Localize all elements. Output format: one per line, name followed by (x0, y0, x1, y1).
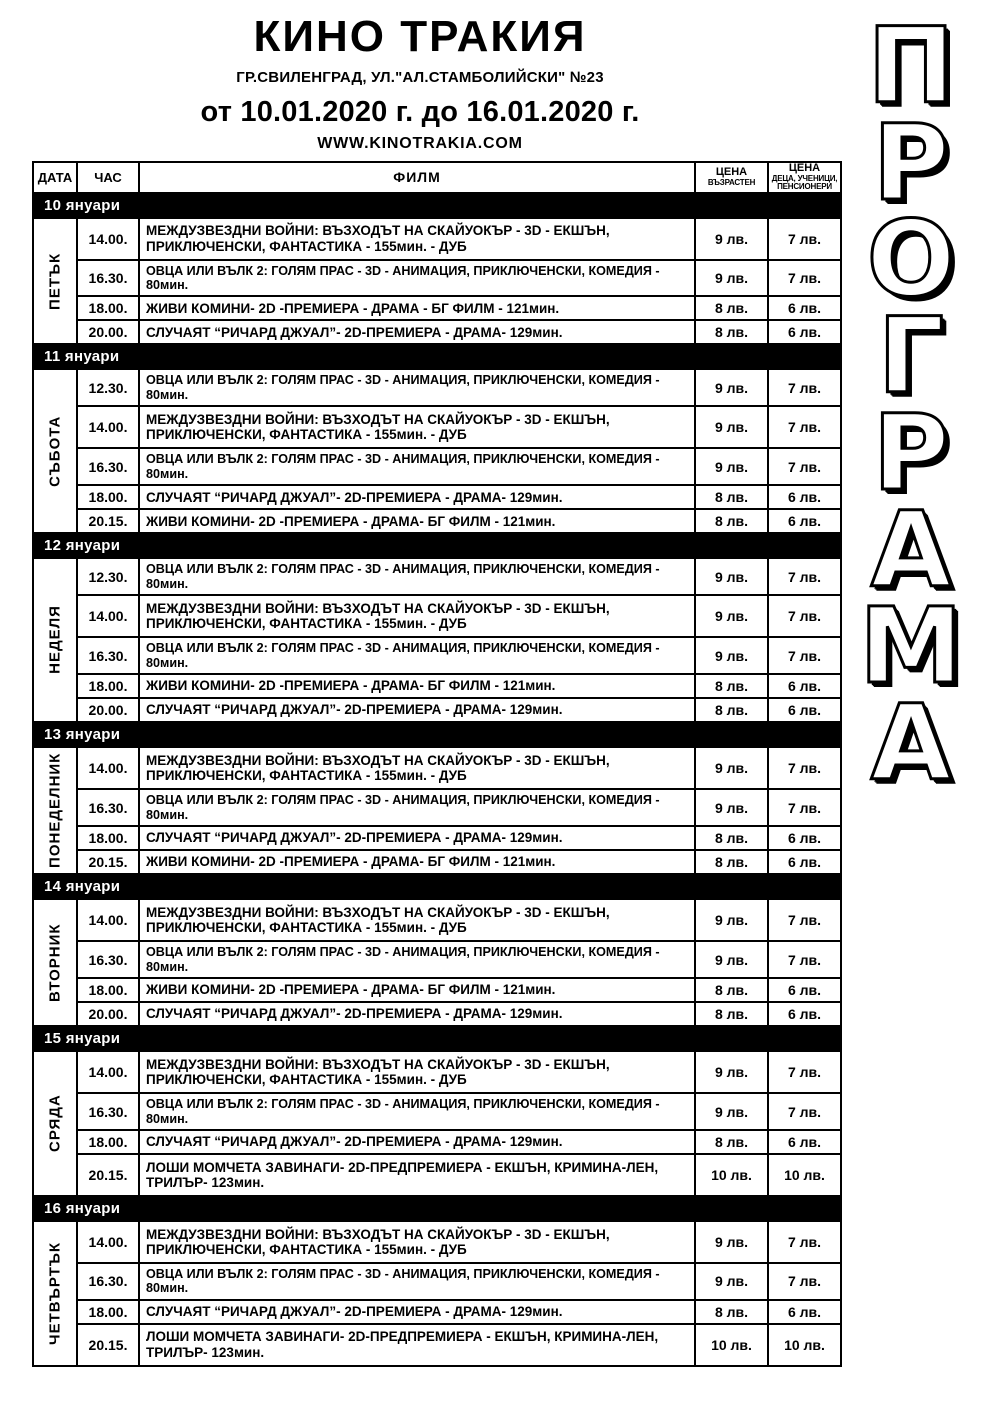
price-adult-cell: 8 лв. (695, 1002, 768, 1026)
showtime-cell: 14.00. (77, 1051, 139, 1093)
day-bar-row (33, 722, 841, 747)
table-row (33, 406, 841, 448)
price-reduced-cell: 7 лв. (768, 637, 841, 674)
price-adult-cell: 9 лв. (695, 1221, 768, 1263)
showtime-cell: 14.00. (77, 899, 139, 941)
day-date-label: 11 януари (44, 348, 120, 366)
film-title-cell: ОВЦА ИЛИ ВЪЛК 2: ГОЛЯМ ПРАС - 3D - АНИМАЦИЯ, ПРИКЛЮЧЕНСКИ, КОМЕДИЯ - 80мин. (139, 260, 695, 297)
date-range: от 10.01.2020 г. до 16.01.2020 г. (200, 96, 640, 129)
vertical-letter: Р (872, 101, 950, 224)
price-reduced-cell: 6 лв. (768, 674, 841, 698)
film-title-cell: ОВЦА ИЛИ ВЪЛК 2: ГОЛЯМ ПРАС - 3D - АНИМАЦИЯ, ПРИКЛЮЧЕНСКИ, КОМЕДИЯ - 80мин. (139, 369, 695, 406)
price-reduced-cell: 6 лв. (768, 978, 841, 1002)
price-reduced-cell: 6 лв. (768, 296, 841, 320)
day-date-label: 14 януари (44, 878, 121, 896)
vertical-letter: А (870, 488, 952, 611)
day-name-cell: ПЕТЪК (33, 218, 77, 345)
price-adult-cell: 8 лв. (695, 826, 768, 850)
price-reduced-cell: 7 лв. (768, 218, 841, 260)
day-name-cell: СЪБОТА (33, 369, 77, 533)
price-adult-cell: 8 лв. (695, 698, 768, 722)
price-reduced-cell: 6 лв. (768, 1300, 841, 1324)
price-reduced-cell: 7 лв. (768, 899, 841, 941)
film-title-cell: ЖИВИ КОМИНИ- 2D -ПРЕМИЕРА - ДРАМА- БГ ФИЛМ - 121мин. (139, 509, 695, 533)
table-row (33, 448, 841, 485)
table-row (33, 1263, 841, 1300)
price-reduced-cell: 6 лв. (768, 1130, 841, 1154)
price-adult-cell: 8 лв. (695, 320, 768, 344)
table-head (33, 162, 841, 192)
film-title-cell: ОВЦА ИЛИ ВЪЛК 2: ГОЛЯМ ПРАС - 3D - АНИМАЦИЯ, ПРИКЛЮЧЕНСКИ, КОМЕДИЯ - 80мин. (139, 1263, 695, 1300)
day-bar (33, 1196, 841, 1221)
price-reduced-cell: 7 лв. (768, 789, 841, 826)
price-reduced-cell: 7 лв. (768, 1221, 841, 1263)
price-adult-cell: 9 лв. (695, 899, 768, 941)
table-row (33, 1002, 841, 1026)
table-row (33, 674, 841, 698)
showtime-cell: 16.30. (77, 448, 139, 485)
film-title-cell: ОВЦА ИЛИ ВЪЛК 2: ГОЛЯМ ПРАС - 3D - АНИМАЦИЯ, ПРИКЛЮЧЕНСКИ, КОМЕДИЯ - 80мин. (139, 1093, 695, 1130)
table-row (33, 1051, 841, 1093)
day-date-label: 12 януари (44, 537, 121, 555)
showtime-cell: 18.00. (77, 1300, 139, 1324)
table-row (33, 698, 841, 722)
vertical-letter: О (866, 198, 956, 321)
price-adult-cell: 8 лв. (695, 1300, 768, 1324)
table-row (33, 826, 841, 850)
table-row (33, 1300, 841, 1324)
showtime-cell: 20.15. (77, 850, 139, 874)
table-row (33, 320, 841, 344)
film-title-cell: ОВЦА ИЛИ ВЪЛК 2: ГОЛЯМ ПРАС - 3D - АНИМАЦИЯ, ПРИКЛЮЧЕНСКИ, КОМЕДИЯ - 80мин. (139, 448, 695, 485)
price-adult-cell: 10 лв. (695, 1154, 768, 1196)
day-name-cell: ЧЕТВЪРТЪК (33, 1221, 77, 1366)
film-title-cell: ЖИВИ КОМИНИ- 2D -ПРЕМИЕРА - ДРАМА - БГ ФИЛМ - 121мин. (139, 296, 695, 320)
film-title-cell: ОВЦА ИЛИ ВЪЛК 2: ГОЛЯМ ПРАС - 3D - АНИМАЦИЯ, ПРИКЛЮЧЕНСКИ, КОМЕДИЯ - 80мин. (139, 941, 695, 978)
header-price-adult-line1: ЦЕНА (715, 166, 748, 179)
price-adult-cell: 9 лв. (695, 595, 768, 637)
price-adult-cell: 9 лв. (695, 448, 768, 485)
header-price-reduced (768, 162, 841, 192)
price-adult-cell: 8 лв. (695, 485, 768, 509)
table-row (33, 1324, 841, 1366)
showtime-cell: 20.00. (77, 320, 139, 344)
vertical-programa-word (836, 5, 986, 805)
film-title-cell: МЕЖДУЗВЕЗДНИ ВОЙНИ: ВЪЗХОДЪТ НА СКАЙУОКЪР - 3D - ЕКШЪН, ПРИКЛЮЧЕНСКИ, ФАНТАСТИКА - 155мин. - ДУБ (139, 595, 695, 637)
table-row (33, 1221, 841, 1263)
price-adult-cell: 8 лв. (695, 978, 768, 1002)
price-reduced-cell: 7 лв. (768, 260, 841, 297)
day-bar-row (33, 1026, 841, 1051)
price-reduced-cell: 6 лв. (768, 320, 841, 344)
film-title-cell: ЖИВИ КОМИНИ- 2D -ПРЕМИЕРА - ДРАМА- БГ ФИЛМ - 121мин. (139, 978, 695, 1002)
showtime-cell: 16.30. (77, 1093, 139, 1130)
price-adult-cell: 8 лв. (695, 296, 768, 320)
showtime-cell: 20.15. (77, 509, 139, 533)
vertical-letter: Г (877, 295, 945, 418)
day-name-cell: НЕДЕЛЯ (33, 558, 77, 722)
price-reduced-cell: 6 лв. (768, 1002, 841, 1026)
day-name-cell: СРЯДА (33, 1051, 77, 1196)
showtime-cell: 12.30. (77, 369, 139, 406)
day-bar-row (33, 1196, 841, 1221)
table-row (33, 1130, 841, 1154)
table-row (33, 899, 841, 941)
price-adult-cell: 9 лв. (695, 369, 768, 406)
header-price-reduced-line1: ЦЕНА (788, 162, 821, 175)
price-adult-cell: 8 лв. (695, 674, 768, 698)
price-reduced-cell: 7 лв. (768, 558, 841, 595)
film-title-cell: ЖИВИ КОМИНИ- 2D -ПРЕМИЕРА - ДРАМА- БГ ФИЛМ - 121мин. (139, 674, 695, 698)
showtime-cell: 18.00. (77, 826, 139, 850)
price-reduced-cell: 7 лв. (768, 595, 841, 637)
poster-header (0, 0, 840, 153)
day-bar-row (33, 874, 841, 899)
showtime-cell: 18.00. (77, 485, 139, 509)
film-title-cell: СЛУЧАЯТ “РИЧАРД ДЖУАЛ”- 2D-ПРЕМИЕРА - ДРАМА- 129мин. (139, 1130, 695, 1154)
day-bar (33, 344, 841, 369)
film-title-cell: МЕЖДУЗВЕЗДНИ ВОЙНИ: ВЪЗХОДЪТ НА СКАЙУОКЪР - 3D - ЕКШЪН, ПРИКЛЮЧЕНСКИ, ФАНТАСТИКА - 155мин. - ДУБ (139, 406, 695, 448)
day-bar (33, 722, 841, 747)
website-url: WWW.KINOTRAKIA.COM (317, 135, 523, 153)
film-title-cell: СЛУЧАЯТ “РИЧАРД ДЖУАЛ”- 2D-ПРЕМИЕРА - ДРАМА- 129мин. (139, 320, 695, 344)
header-date: ДАТА (33, 162, 77, 192)
price-reduced-cell: 7 лв. (768, 747, 841, 789)
day-bar-row (33, 344, 841, 369)
price-adult-cell: 8 лв. (695, 850, 768, 874)
price-reduced-cell: 10 лв. (768, 1324, 841, 1366)
film-title-cell: ОВЦА ИЛИ ВЪЛК 2: ГОЛЯМ ПРАС - 3D - АНИМАЦИЯ, ПРИКЛЮЧЕНСКИ, КОМЕДИЯ - 80мин. (139, 558, 695, 595)
day-date-label: 16 януари (44, 1200, 121, 1218)
price-reduced-cell: 7 лв. (768, 1263, 841, 1300)
day-bar (33, 533, 841, 558)
day-date-label: 15 януари (44, 1030, 121, 1048)
film-title-cell: ЖИВИ КОМИНИ- 2D -ПРЕМИЕРА - ДРАМА- БГ ФИЛМ - 121мин. (139, 850, 695, 874)
showtime-cell: 14.00. (77, 595, 139, 637)
table-row (33, 218, 841, 260)
table-row (33, 850, 841, 874)
table-row (33, 637, 841, 674)
table-row (33, 941, 841, 978)
table-row (33, 1093, 841, 1130)
film-title-cell: МЕЖДУЗВЕЗДНИ ВОЙНИ: ВЪЗХОДЪТ НА СКАЙУОКЪР - 3D - ЕКШЪН, ПРИКЛЮЧЕНСКИ, ФАНТАСТИКА - 155мин. - ДУБ (139, 218, 695, 260)
showtime-cell: 20.00. (77, 698, 139, 722)
page-title: КИНО ТРАКИЯ (253, 12, 587, 61)
price-adult-cell: 9 лв. (695, 558, 768, 595)
price-reduced-cell: 6 лв. (768, 698, 841, 722)
price-adult-cell: 9 лв. (695, 260, 768, 297)
film-title-cell: МЕЖДУЗВЕЗДНИ ВОЙНИ: ВЪЗХОДЪТ НА СКАЙУОКЪР - 3D - ЕКШЪН, ПРИКЛЮЧЕНСКИ, ФАНТАСТИКА - 155мин. - ДУБ (139, 747, 695, 789)
day-name-cell: ПОНЕДЕЛНИК (33, 747, 77, 874)
day-bar (33, 1026, 841, 1051)
price-adult-cell: 9 лв. (695, 789, 768, 826)
vertical-letter: Р (872, 391, 950, 514)
film-title-cell: СЛУЧАЯТ “РИЧАРД ДЖУАЛ”- 2D-ПРЕМИЕРА - ДРАМА- 129мин. (139, 1002, 695, 1026)
film-title-cell: СЛУЧАЯТ “РИЧАРД ДЖУАЛ”- 2D-ПРЕМИЕРА - ДРАМА- 129мин. (139, 698, 695, 722)
price-reduced-cell: 7 лв. (768, 1093, 841, 1130)
day-date-label: 10 януари (44, 196, 121, 214)
price-adult-cell: 9 лв. (695, 941, 768, 978)
header-film: ФИЛМ (139, 162, 695, 192)
day-bar (33, 193, 841, 218)
price-reduced-cell: 6 лв. (768, 826, 841, 850)
header-price-reduced-line2: ДЕЦА, УЧЕНИЦИ, ПЕНСИОНЕРИ (771, 173, 838, 192)
price-reduced-cell: 10 лв. (768, 1154, 841, 1196)
table-row (33, 978, 841, 1002)
price-reduced-cell: 7 лв. (768, 406, 841, 448)
film-title-cell: ОВЦА ИЛИ ВЪЛК 2: ГОЛЯМ ПРАС - 3D - АНИМАЦИЯ, ПРИКЛЮЧЕНСКИ, КОМЕДИЯ - 80мин. (139, 637, 695, 674)
schedule-table (32, 161, 842, 1367)
table-row (33, 369, 841, 406)
header-price-adult (695, 162, 768, 192)
price-adult-cell: 9 лв. (695, 637, 768, 674)
showtime-cell: 16.30. (77, 941, 139, 978)
film-title-cell: МЕЖДУЗВЕЗДНИ ВОЙНИ: ВЪЗХОДЪТ НА СКАЙУОКЪР - 3D - ЕКШЪН, ПРИКЛЮЧЕНСКИ, ФАНТАСТИКА - 155мин. - ДУБ (139, 1051, 695, 1093)
film-title-cell: СЛУЧАЯТ “РИЧАРД ДЖУАЛ”- 2D-ПРЕМИЕРА - ДРАМА- 129мин. (139, 485, 695, 509)
day-bar-row (33, 533, 841, 558)
price-adult-cell: 8 лв. (695, 1130, 768, 1154)
day-bar-row (33, 193, 841, 218)
showtime-cell: 18.00. (77, 296, 139, 320)
showtime-cell: 14.00. (77, 747, 139, 789)
table-row (33, 747, 841, 789)
showtime-cell: 20.00. (77, 1002, 139, 1026)
table-row (33, 485, 841, 509)
showtime-cell: 20.15. (77, 1154, 139, 1196)
price-adult-cell: 10 лв. (695, 1324, 768, 1366)
showtime-cell: 14.00. (77, 406, 139, 448)
table-row (33, 260, 841, 297)
showtime-cell: 14.00. (77, 218, 139, 260)
showtime-cell: 12.30. (77, 558, 139, 595)
table-header-row (33, 162, 841, 192)
day-date-label: 13 януари (44, 726, 121, 744)
showtime-cell: 18.00. (77, 978, 139, 1002)
film-title-cell: ОВЦА ИЛИ ВЪЛК 2: ГОЛЯМ ПРАС - 3D - АНИМАЦИЯ, ПРИКЛЮЧЕНСКИ, КОМЕДИЯ - 80мин. (139, 789, 695, 826)
table-row (33, 789, 841, 826)
showtime-cell: 16.30. (77, 260, 139, 297)
vertical-letter: А (870, 682, 952, 805)
table-row (33, 595, 841, 637)
vertical-letter: М (859, 585, 963, 708)
header-time: ЧАС (77, 162, 139, 192)
price-adult-cell: 9 лв. (695, 218, 768, 260)
price-adult-cell: 9 лв. (695, 1263, 768, 1300)
price-reduced-cell: 6 лв. (768, 850, 841, 874)
price-adult-cell: 9 лв. (695, 1051, 768, 1093)
price-adult-cell: 9 лв. (695, 1093, 768, 1130)
showtime-cell: 16.30. (77, 1263, 139, 1300)
price-reduced-cell: 7 лв. (768, 369, 841, 406)
price-adult-cell: 9 лв. (695, 747, 768, 789)
film-title-cell: ЛОШИ МОМЧЕТА ЗАВИНАГИ- 2D-ПРЕДПРЕМИЕРА - ЕКШЪН, КРИМИНА-ЛЕН, ТРИЛЪР- 123мин. (139, 1324, 695, 1366)
vertical-letter: П (867, 5, 955, 127)
film-title-cell: ЛОШИ МОМЧЕТА ЗАВИНАГИ- 2D-ПРЕДПРЕМИЕРА - ЕКШЪН, КРИМИНА-ЛЕН, ТРИЛЪР- 123мин. (139, 1154, 695, 1196)
showtime-cell: 20.15. (77, 1324, 139, 1366)
price-reduced-cell: 7 лв. (768, 448, 841, 485)
table-row (33, 509, 841, 533)
day-name-cell: ВТОРНИК (33, 899, 77, 1026)
showtime-cell: 16.30. (77, 789, 139, 826)
price-adult-cell: 8 лв. (695, 509, 768, 533)
header-price-adult-line2: ВЪЗРАСТЕН (707, 177, 756, 187)
price-reduced-cell: 6 лв. (768, 509, 841, 533)
table-row (33, 1154, 841, 1196)
table-row (33, 558, 841, 595)
showtime-cell: 18.00. (77, 674, 139, 698)
price-reduced-cell: 7 лв. (768, 1051, 841, 1093)
film-title-cell: СЛУЧАЯТ “РИЧАРД ДЖУАЛ”- 2D-ПРЕМИЕРА - ДРАМА- 129мин. (139, 826, 695, 850)
price-adult-cell: 9 лв. (695, 406, 768, 448)
table-body (33, 193, 841, 1366)
film-title-cell: МЕЖДУЗВЕЗДНИ ВОЙНИ: ВЪЗХОДЪТ НА СКАЙУОКЪР - 3D - ЕКШЪН, ПРИКЛЮЧЕНСКИ, ФАНТАСТИКА - 155мин. - ДУБ (139, 1221, 695, 1263)
film-title-cell: СЛУЧАЯТ “РИЧАРД ДЖУАЛ”- 2D-ПРЕМИЕРА - ДРАМА- 129мин. (139, 1300, 695, 1324)
price-reduced-cell: 6 лв. (768, 485, 841, 509)
table-row (33, 296, 841, 320)
price-reduced-cell: 7 лв. (768, 941, 841, 978)
showtime-cell: 16.30. (77, 637, 139, 674)
showtime-cell: 18.00. (77, 1130, 139, 1154)
film-title-cell: МЕЖДУЗВЕЗДНИ ВОЙНИ: ВЪЗХОДЪТ НА СКАЙУОКЪР - 3D - ЕКШЪН, ПРИКЛЮЧЕНСКИ, ФАНТАСТИКА - 155мин. - ДУБ (139, 899, 695, 941)
day-bar (33, 874, 841, 899)
showtime-cell: 14.00. (77, 1221, 139, 1263)
cinema-address: ГР.СВИЛЕНГРАД, УЛ."АЛ.СТАМБОЛИЙСКИ" №23 (236, 69, 604, 87)
